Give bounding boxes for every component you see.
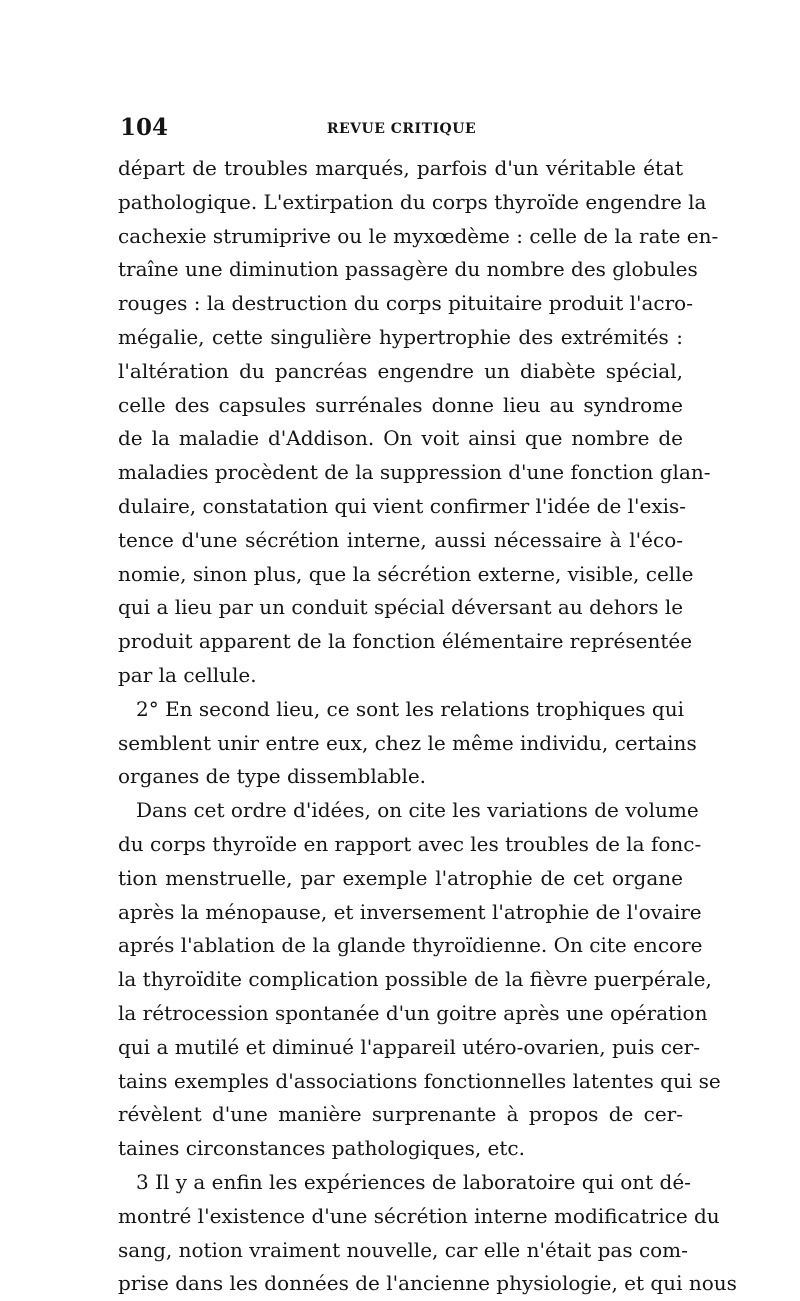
text-line: dulaire, constatation qui vient confirmer l'idée de l'exis- bbox=[118, 493, 687, 518]
text-line: montré l'existence d'une sécrétion interne modificatrice du bbox=[118, 1203, 720, 1228]
paragraph bbox=[118, 693, 697, 794]
text-line: pathologique. L'extirpation du corps thyroïde engendre la bbox=[118, 189, 707, 214]
text-line: la thyroïdite complication possible de la fièvre puerpérale, bbox=[118, 967, 712, 992]
text-line: départ de troubles marqués, parfois d'un véritable état bbox=[118, 156, 683, 180]
text-line: semblent unir entre eux, chez le même individu, certains bbox=[118, 730, 697, 755]
running-head: REVUE CRITIQUE bbox=[326, 121, 477, 137]
text-line: révèlent d'une manière surprenante à propos de cer- bbox=[118, 1102, 683, 1127]
text-line: qui a lieu par un conduit spécial déversant au dehors le bbox=[118, 595, 684, 620]
text-line: maladies procèdent de la suppression d'une fonction glan- bbox=[118, 460, 711, 485]
page-header bbox=[120, 113, 683, 143]
text-line: mégalie, cette singulière hypertrophie des extrémités : bbox=[118, 324, 683, 349]
text-line: par la cellule. bbox=[118, 662, 257, 687]
text-line: après la ménopause, et inversement l'atrophie de l'ovaire bbox=[118, 899, 702, 924]
text-line: tains exemples d'associations fonctionnelles latentes qui se bbox=[118, 1068, 721, 1093]
text-line: Dans cet ordre d'idées, on cite les variations de volume bbox=[136, 798, 699, 823]
text-line: de la maladie d'Addison. On voit ainsi que nombre de bbox=[118, 426, 683, 451]
text-line: traîne une diminution passagère du nombre des globules bbox=[118, 257, 698, 282]
text-line: qui a mutilé et diminué l'appareil utéro-ovarien, puis cer- bbox=[118, 1034, 701, 1059]
text-line: l'altération du pancréas engendre un diabète spécial, bbox=[118, 358, 683, 383]
body-text bbox=[118, 152, 737, 1301]
text-line: 3 Il y a enfin les expériences de laboratoire qui ont dé- bbox=[136, 1169, 691, 1194]
page-number: 104 bbox=[120, 114, 169, 141]
text-line: nomie, sinon plus, que la sécrétion externe, visible, celle bbox=[118, 561, 694, 586]
text-line: cachexie strumiprive ou le myxœdème : celle de la rate en- bbox=[118, 223, 719, 248]
text-line: la rétrocession spontanée d'un goitre après une opération bbox=[118, 1000, 708, 1025]
text-line: celle des capsules surrénales donne lieu au syndrome bbox=[118, 392, 683, 417]
text-line: taines circonstances pathologiques, etc. bbox=[118, 1136, 525, 1161]
text-line: tence d'une sécrétion interne, aussi nécessaire à l'éco- bbox=[118, 527, 683, 552]
text-line: produit apparent de la fonction élémentaire représentée bbox=[118, 629, 693, 654]
text-line: organes de type dissemblable. bbox=[118, 764, 427, 789]
text-line: rouges : la destruction du corps pituitaire produit l'acro- bbox=[118, 291, 693, 316]
text-line: aprés l'ablation de la glande thyroïdienne. On cite encore bbox=[118, 933, 703, 958]
text-line: sang, notion vraiment nouvelle, car elle n'était pas com- bbox=[118, 1237, 688, 1262]
text-line: 2° En second lieu, ce sont les relations trophiques qui bbox=[136, 696, 684, 721]
text-line: du corps thyroïde en rapport avec les troubles de la fonc- bbox=[118, 831, 702, 856]
text-line: prise dans les données de l'ancienne physiologie, et qui nous bbox=[118, 1271, 737, 1296]
paragraph bbox=[118, 794, 721, 1166]
paragraph bbox=[118, 1166, 737, 1301]
text-line: tion menstruelle, par exemple l'atrophie de cet organe bbox=[118, 865, 683, 890]
paragraph bbox=[118, 152, 719, 693]
